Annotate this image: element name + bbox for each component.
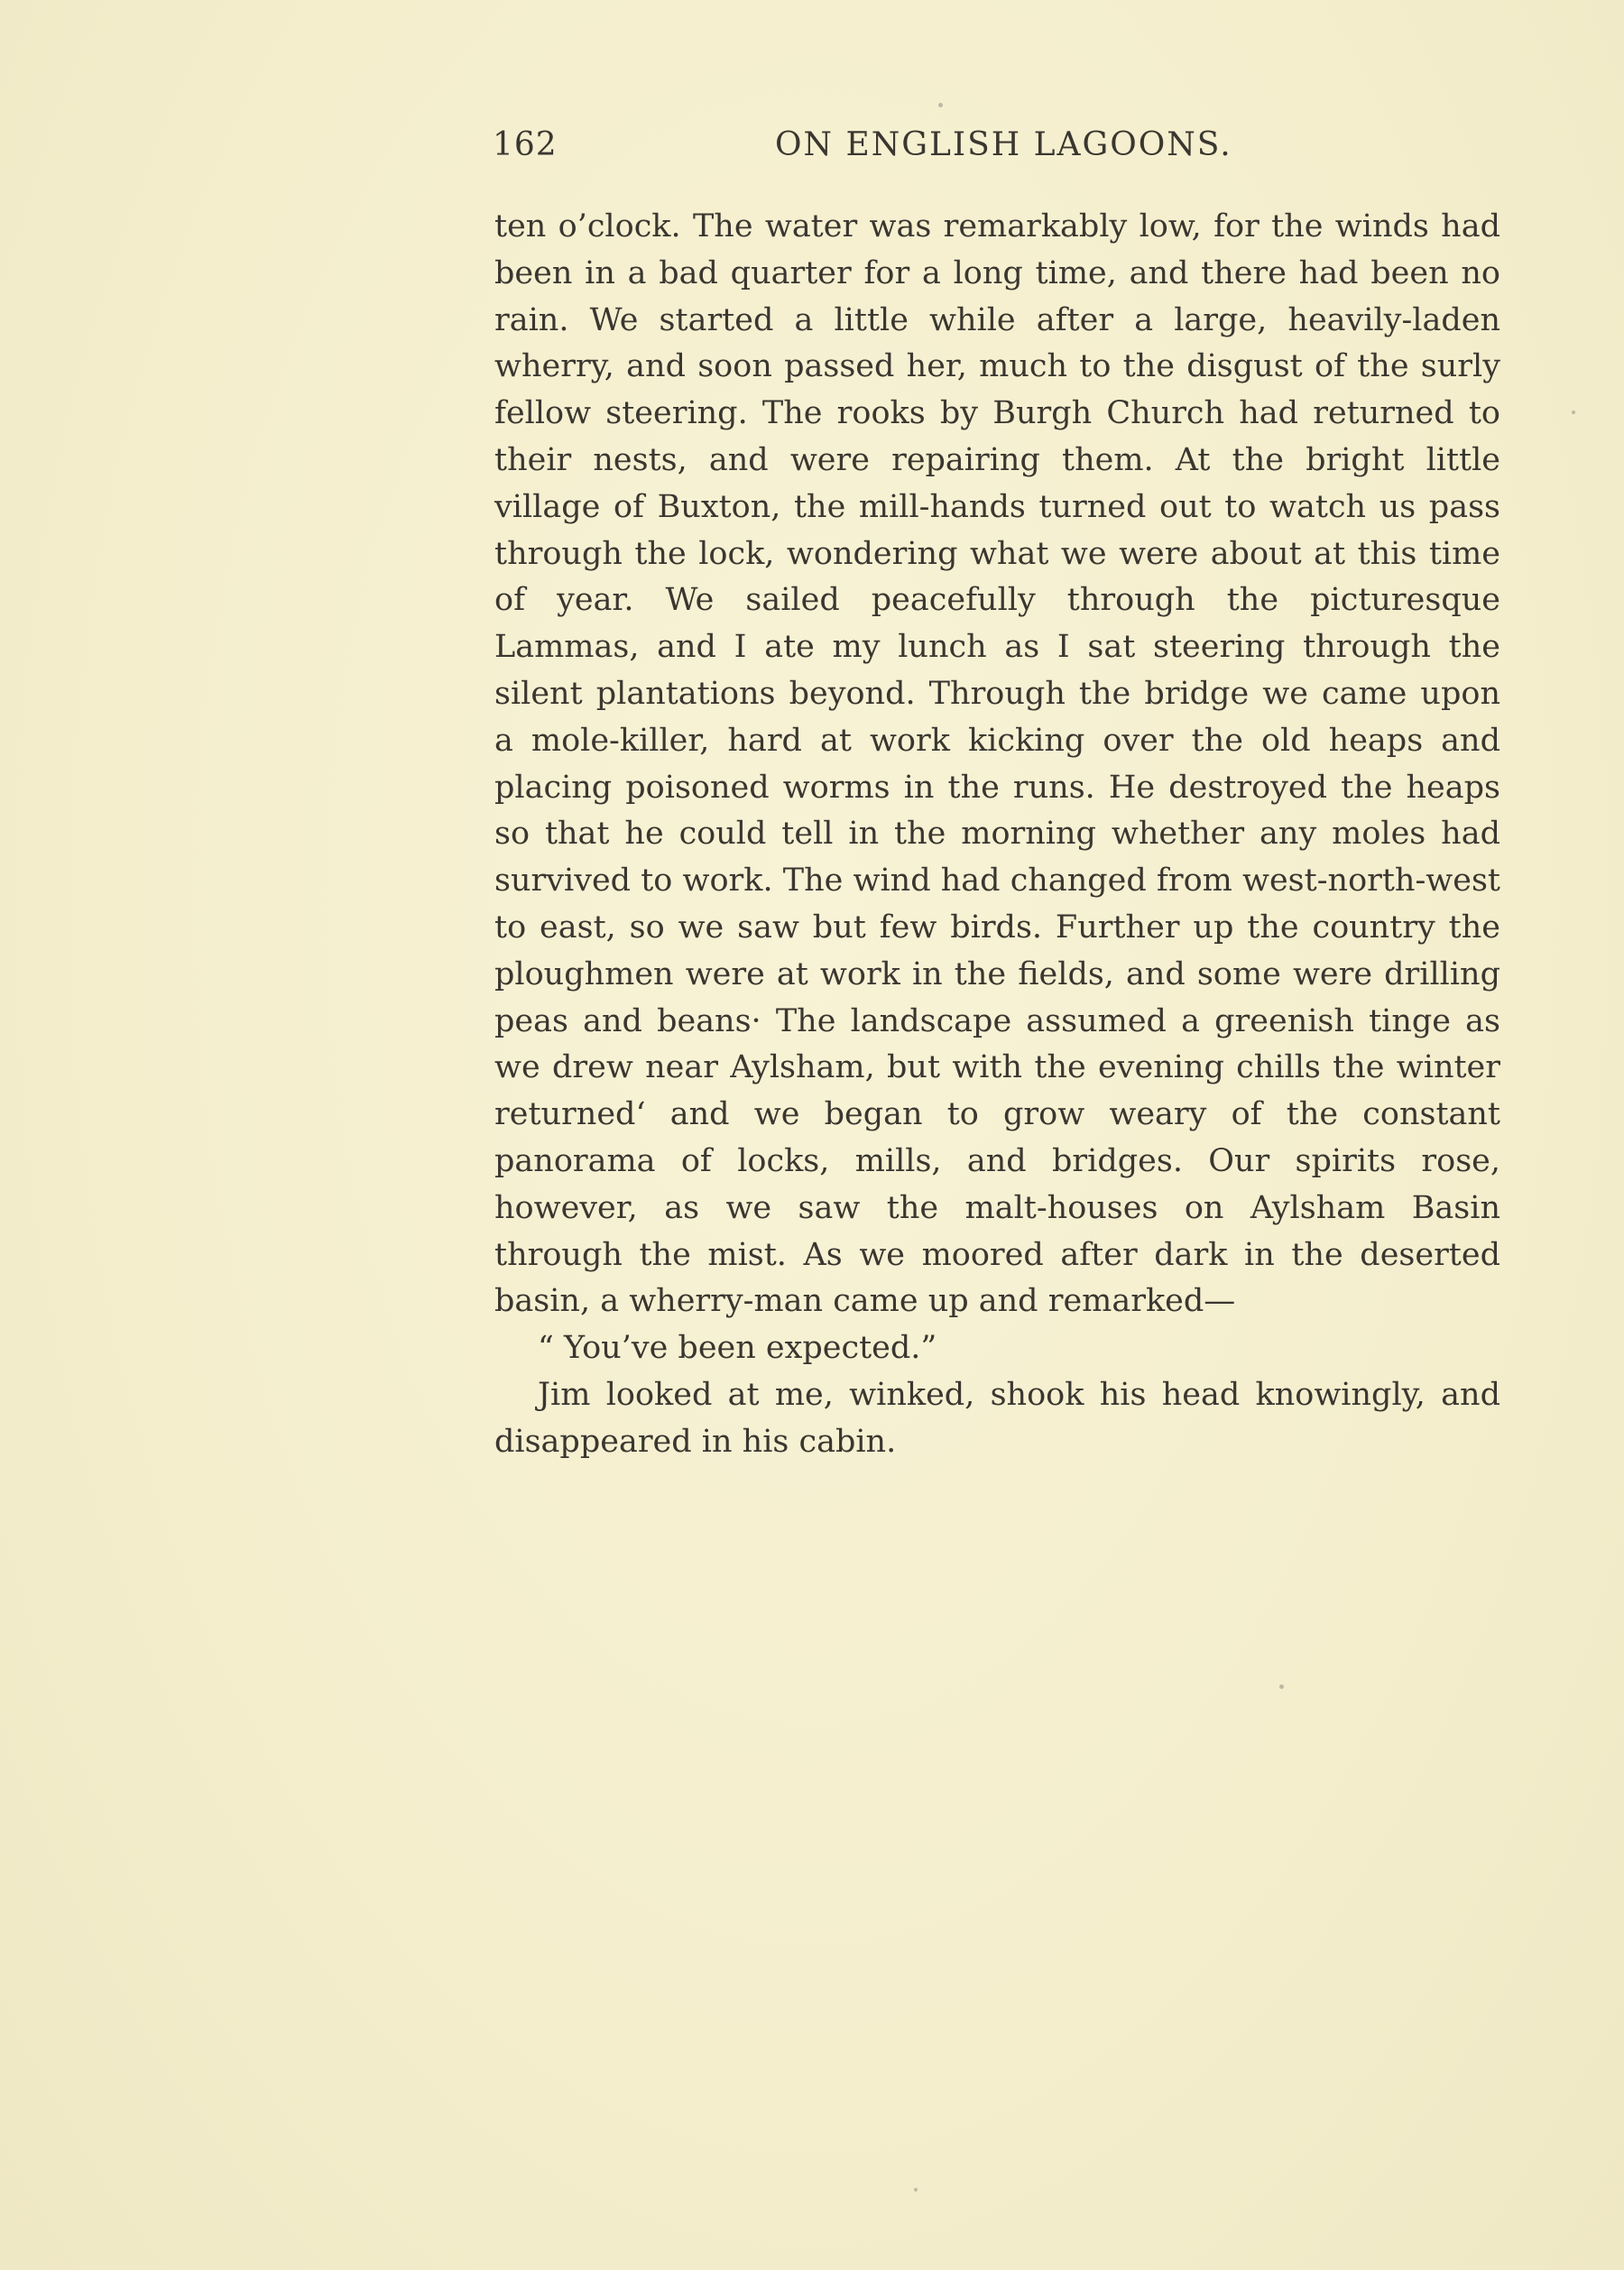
page-number: 162 — [493, 126, 558, 163]
paper-speck — [1279, 1684, 1284, 1689]
paper-speck — [938, 103, 943, 107]
running-head: ON ENGLISH LAGOONS. — [775, 126, 1232, 163]
body-text — [494, 204, 1500, 1466]
page-header — [493, 126, 1503, 180]
paper-speck — [1572, 411, 1575, 414]
paper-speck — [914, 2188, 918, 2192]
paragraph-3: Jim looked at me, winked, shook his head knowingly, and disappeared in his cabin. — [494, 1376, 1500, 1460]
paragraph-2: “ You’ve been expected.” — [538, 1330, 937, 1367]
paragraph-1: ten o’clock. The water was remarkably low, for the winds had been in a bad quarter for a long time, and there had been no rain. We started a little while after a large, heavily-laden wherry, and soon passed her, much to the disgust of the surly fellow steering. The rooks by Burgh Church had returned to their nests, and were repairing them. At the bright little village of Buxton, the mill-hands turned out to watch us pass through the lock, wondering what we were about at this time of year. We sailed peacefully through the picturesque Lammas, and I ate my lunch as I sat steering through the silent plantations beyond. Through the bridge we came upon a mole-killer, hard at work kicking over the old heaps and placing poisoned worms in the runs. He destroyed the heaps so that he could tell in the morning whether any moles had survived to work. The wind had changed from west-north-west to east, so we saw but few birds. Further up the country the ploughmen were at work in the fields, and some were drilling peas and beans· The landscape assumed a greenish tinge as we drew near Aylsham, but with the evening chills the winter returned‘ and we began to grow weary of the constant panorama of locks, mills, and bridges. Our spirits rose, however, as we saw the malt-houses on Aylsham Basin through the mist. As we moored after dark in the deserted basin, a wherry-man came up and remarked— — [494, 208, 1500, 1320]
